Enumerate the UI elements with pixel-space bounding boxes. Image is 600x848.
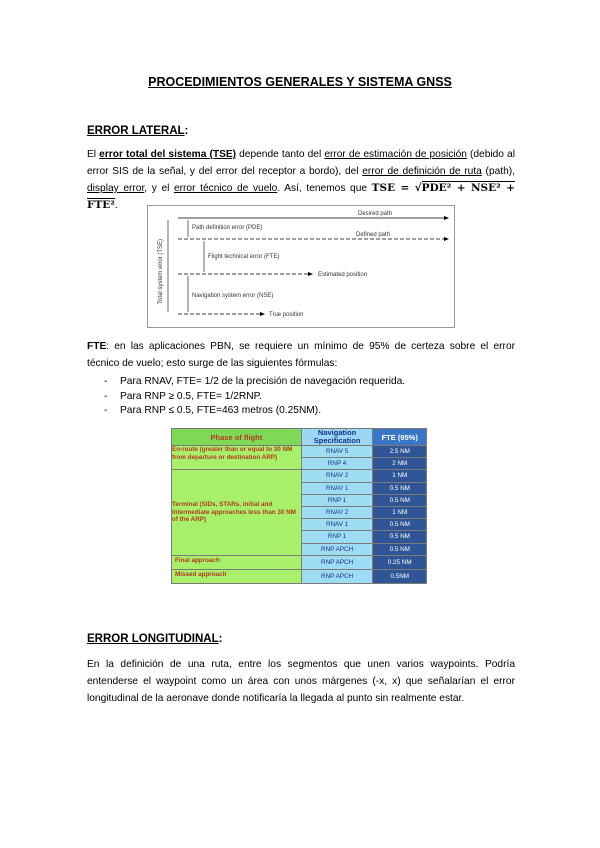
table-header-row — [172, 429, 427, 446]
table-row: RNAV 1 0.5 NM — [172, 482, 427, 494]
list-item: - Para RNP ≥ 0.5, FTE= 1/2RNP. — [87, 390, 515, 405]
fte-paragraph: FTE: en las aplicaciones PBN, se requiere un mínimo de 95% de certeza sobre el error técnico de vuelo; esto surge de las siguientes fórmulas: — [87, 341, 515, 369]
tse-label: Total system error (TSE) — [158, 238, 164, 304]
true-position-label: True position — [269, 312, 304, 318]
header-fte: FTE (95%) — [373, 429, 427, 446]
table-row: RNP APCH 0.5 NM — [172, 543, 427, 555]
table-row: RNAV 2 1 NM — [172, 506, 427, 518]
fte-formula-list — [87, 375, 515, 419]
table-row: RNAV 1 0.5 NM — [172, 519, 427, 531]
tse-formula: TSE = √PDE² + NSE² + FTE² — [87, 182, 515, 211]
list-item: - Para RNP ≤ 0.5, FTE=463 metros (0.25NM). — [87, 404, 515, 419]
table-row: RNP 1 0.5 NM — [172, 531, 427, 543]
table-row: RNP 1 0.5 NM — [172, 494, 427, 506]
header-phase: Phase of flight — [172, 429, 302, 446]
table-row: En-route (greater than or equal to 30 NM from departure or destination ARP) RNAV 5 2.5 NM — [172, 446, 427, 458]
header-navspec: Navigation Specification — [301, 429, 373, 446]
phase-enroute: En-route (greater than or equal to 30 NM from departure or destination ARP) — [172, 446, 302, 470]
fte-label: Flight technical error (FTE) — [208, 254, 280, 260]
longitudinal-paragraph: En la definición de una ruta, entre los segmentos que unen varios waypoints. Podría entenderse el waypoint como un área con unos márgenes (-x, x) que señalarían el error longitudinal de la aeronave donde notificaría la llegada al punto sin realmente estar. — [87, 659, 515, 704]
phase-terminal: Terminal (SIDs, STARs, initial and intermediate approaches less than 30 NM of the ARP) — [172, 470, 302, 555]
list-item: - Para RNAV, FTE= 1/2 de la precisión de navegación requerida. — [87, 375, 515, 390]
section-heading-longitudinal: ERROR LONGITUDINAL: — [87, 633, 223, 645]
table-row: Terminal (SIDs, STARs, initial and intermediate approaches less than 30 NM of the ARP) RNAV 2 1 NM — [172, 470, 427, 482]
phase-missed: Missed approach — [172, 569, 302, 583]
phase-final: Final approach — [172, 555, 302, 569]
nse-label: Navigation system error (NSE) — [192, 293, 274, 299]
lateral-paragraph: El error total del sistema (TSE) depende tanto del error de estimación de posición (debido al error SIS de la señal, y del error del receptor a bordo), del error de definición de ruta (path), display error, y el error técnico de vuelo. Así, tenemos que TSE = √PDE² + NSE² + FTE². — [87, 149, 515, 211]
table-row: Final approach RNP APCH 0.25 NM — [172, 555, 427, 569]
defined-path-label: Defined path — [356, 232, 391, 238]
page-title: PROCEDIMIENTOS GENERALES Y SISTEMA GNSS — [148, 75, 452, 89]
fte-table — [171, 428, 427, 584]
pde-label: Path definition error (PDE) — [192, 225, 263, 231]
desired-path-label: Desired path — [358, 211, 393, 217]
estimated-position-label: Estimated position — [318, 272, 368, 278]
table-row: RNP 4 2 NM — [172, 458, 427, 470]
error-diagram — [147, 205, 455, 328]
table-row: Missed approach RNP APCH 0.5NM — [172, 569, 427, 583]
section-heading-lateral: ERROR LATERAL: — [87, 125, 189, 137]
